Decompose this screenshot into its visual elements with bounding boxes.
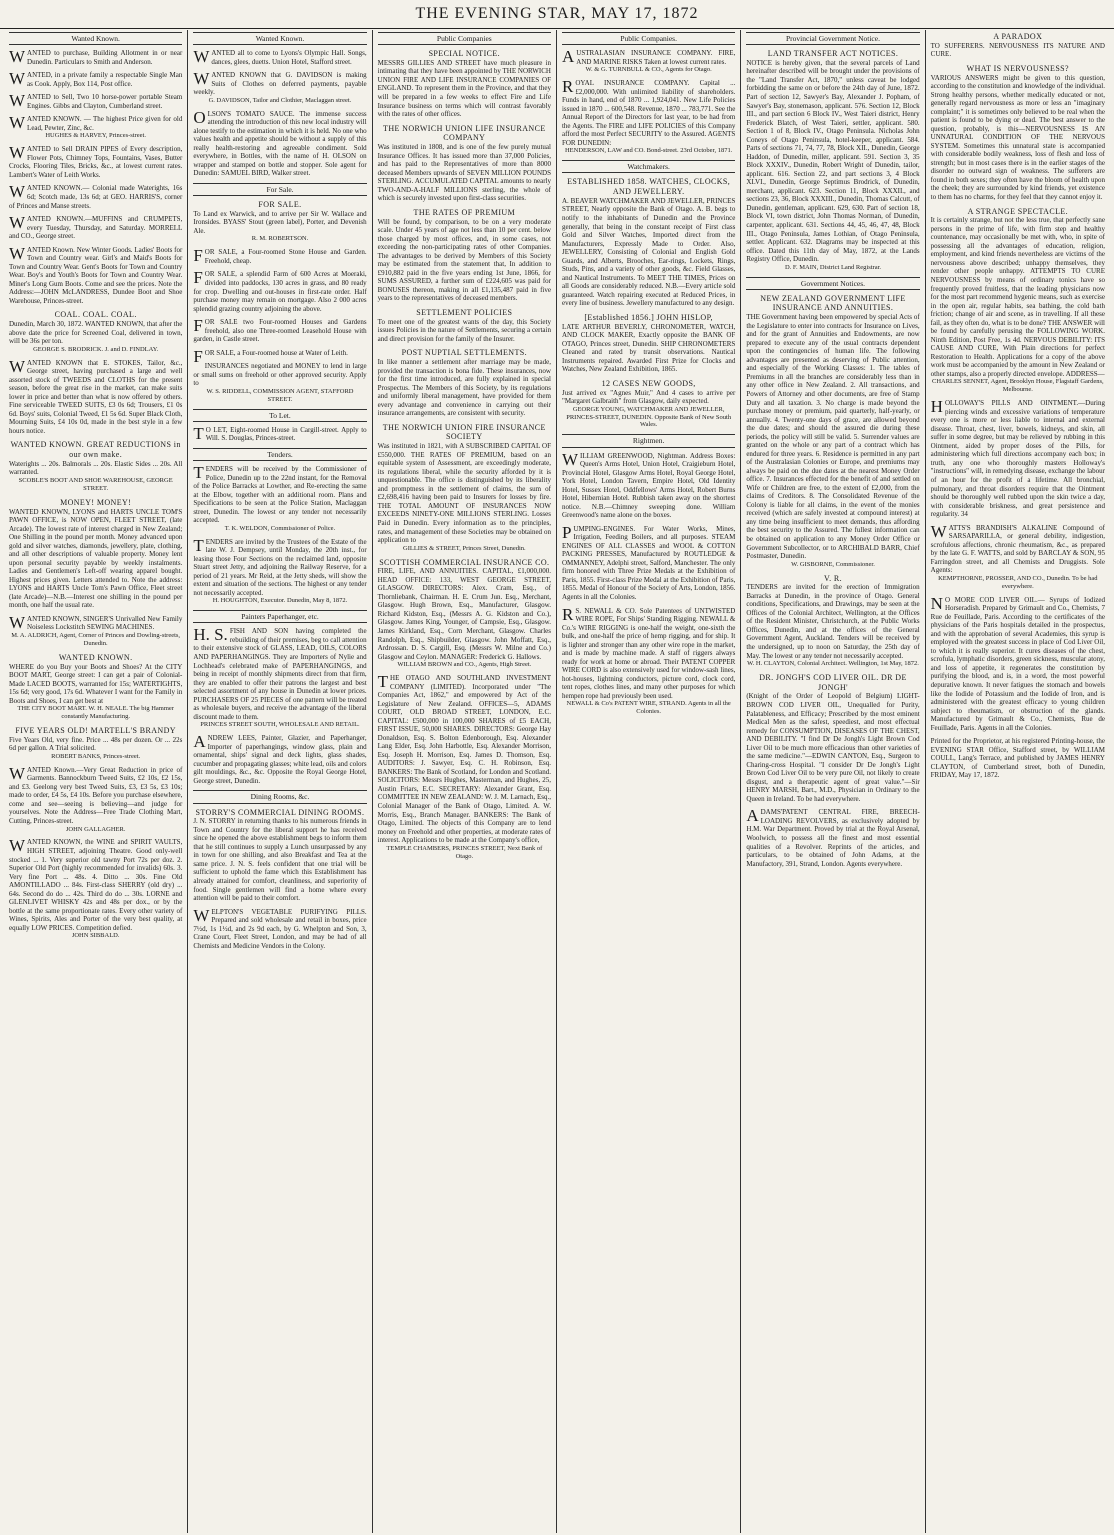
- ad-heading: FIVE YEARS OLD! MARTELL'S BRANDY: [15, 726, 176, 736]
- ad-text: ATTS'S BRANDISH'S ALKALINE Compound of SARSAPARILLA, or general debility, indigestion, scrofulous affections, chronic rheumatism, &c., as prepared by the late G. F. WATTS, and sold by BARCLAY & SON, 95 Farringdon street, and all Chemists and Druggists. Sole Agents:: [930, 523, 1105, 575]
- ad-body: [931, 737, 1105, 780]
- ad-signature: NEWALL & Co's PATENT WIRE, STRAND. Agents in all the Colonies.: [566, 700, 731, 716]
- ad-signature: GEORGE YOUNG, WATCHMAKER AND JEWELLER, PRINCES-STREET, DUNEDIN. Opposite Bank of New South Wales.: [566, 405, 732, 429]
- advertisement: [9, 145, 182, 179]
- section-heading: Dining Rooms, &c.: [193, 790, 366, 803]
- ad-heading: SCOTTISH COMMERCIAL INSURANCE CO.: [379, 557, 550, 567]
- ad-signature: W. S. RIDDELL, COMMISSION AGENT, STAFFORD STREET.: [206, 387, 354, 403]
- ad-heading: STORRY'S COMMERCIAL DINING ROOMS.: [195, 807, 365, 817]
- ad-body: [378, 358, 551, 418]
- drop-cap: W: [930, 521, 947, 541]
- drop-cap: T: [377, 672, 389, 692]
- column-4: [557, 30, 741, 1533]
- ad-text: ELPTON'S VEGETABLE PURIFYING PILLS. Prepared and sold wholesale and retail in boxes, price 7½d, 1s 1½d, and 2s 9d each, by G. Whelpton and Son, 3, Crane Court, Fleet Street, London, and may be had of all Chemists and Medicine Vendors in the Colony.: [193, 907, 367, 950]
- ad-signature: GEORGE S. BRODRICK. J. and D. FINDLAY.: [33, 345, 159, 353]
- ad-heading: WANTED KNOWN. GREAT REDUCTIONS in our own make.: [10, 440, 181, 460]
- drop-cap: W: [9, 612, 26, 632]
- advertisement: [9, 653, 182, 721]
- ad-signature: JOHN GALLAGHER.: [65, 825, 126, 833]
- ad-body: [9, 320, 182, 346]
- drop-cap: W: [193, 905, 210, 925]
- ad-body: [9, 93, 182, 110]
- ad-heading: THE NORWICH UNION FIRE INSURANCE SOCIETY: [382, 422, 546, 442]
- advertisement: [746, 808, 919, 868]
- ad-signature: THE CITY BOOT MART. W. H. NEALE. The big Hammer constantly Manufacturing.: [17, 705, 174, 721]
- ad-body: [9, 215, 182, 241]
- advertisement: [9, 440, 182, 492]
- ad-heading: MONEY! MONEY!: [60, 497, 132, 507]
- column-1: [4, 30, 188, 1533]
- ad-text: OYAL INSURANCE COMPANY. Capital ... £2,000,000. With unlimited liability of shareholders. Funds in hand, end of 1870 ... 1,924,041. New Life Policies issued in 1870 ... 600,548. Revenue, 1870 ... 783,771. See the Annual Report of the Directors for last year, to be had from the Agents. The FIRE and LIFE POLICIES of this Company afford the most Perfect SECURITY to the Assured. AGENTS FOR DUNEDIN:: [561, 79, 736, 147]
- ad-body: [9, 145, 182, 179]
- ad-signature: R. M. ROBERTSON.: [251, 235, 309, 243]
- advertisement: [9, 356, 183, 436]
- ad-text: ANTED to purchase, Building Allotment in or near Dunedin. Particulars to Smith and Anderson.: [27, 49, 183, 66]
- section-heading: Public Companies: [378, 32, 551, 45]
- ad-text: ANTED KNOWN, SINGER'S Unrivalled New Family Noiseless Lockstitch SEWING MACHINES.: [27, 614, 183, 632]
- drop-cap: W: [9, 47, 26, 67]
- ad-body: [193, 465, 366, 525]
- ad-body: [9, 612, 183, 632]
- ad-body: [193, 362, 366, 388]
- ad-body: [746, 313, 919, 560]
- ad-heading: POST NUPTIAL SETTLEMENTS.: [401, 348, 527, 358]
- advertisement: [378, 49, 551, 118]
- ad-text: ANTED KNOWN.—MUFFINS and CRUMPETS, every Tuesday, Thursday, and Saturday. MORRELL and CO., George street.: [9, 215, 183, 241]
- advertisement: [746, 574, 919, 668]
- ad-heading: 12 CASES NEW GOODS,: [601, 378, 696, 388]
- advertisement: [193, 905, 367, 951]
- ad-body: [193, 535, 367, 598]
- advertisement: [193, 346, 366, 366]
- advertisement: [193, 465, 366, 533]
- ad-text: ENDERS will be received by the Commissioner of Police, Dunedin up to the 22nd instant, for the Removal of the Police Barracks at Lowther, and Re-erecting the same at the Elbow, together with an additional room. Plans and Specifications to be seen at the Police Station, Maclaggan street, Dunedin. The lowest or any tender not necessarily accepted.: [193, 465, 367, 525]
- ad-body: [193, 423, 367, 443]
- ad-signature: PRINCES STREET SOUTH, WHOLESALE AND RETAIL.: [200, 721, 360, 729]
- ad-body: [9, 838, 182, 932]
- ad-body: [931, 216, 1105, 378]
- ad-body: [193, 49, 366, 66]
- drop-cap: H. S.: [193, 625, 228, 645]
- drop-cap: F: [193, 268, 203, 288]
- ad-body: [561, 449, 736, 520]
- ad-heading: THE RATES OF PREMIUM: [413, 207, 516, 217]
- ad-body: [9, 184, 182, 210]
- advertisement: [562, 79, 735, 155]
- ad-text: UMPING-ENGINES. For Water Works, Mines, Irrigation, Feeding Boilers, and all purposes. STEAM ENGINES OF ALL CLASSES and WOOL & COTTON PACKING PRESSES, Manufactured by ROUTLEDGE & OMMANNEY, Adelphi street, Salford, Manchester. The only firm honored with Three Prize Medals at the Exhibition of Paris, 1855. First-class Prize Medal at the Exhibition of Paris, 1855. Medal of Honour of the Society of Arts, London, 1856. Agents in all the Colonies.: [561, 524, 736, 601]
- ad-text: (Knight of the Order of Leopold of Belgium) LIGHT-BROWN COD LIVER OIL, Unequalled for Purity, Palatableness, and Efficacy; Prescribed by the most eminent Medical Men as the safest, speediest, and most effectual remedy for CONSUMPTION, DISEASES OF THE CHEST, AND DEBILITY. "I find Dr De Jongh's Light Brown Cod Liver Oil to be much more efficacious than other varieties of the same medicine."—EDWIN CANTON, Esq., Surgeon to Charing-cross Hospital. "I consider Dr De Jongh's Light Brown Cod Liver Oil to be very pure Oil, not likely to create disgust, and a therapeutic agent of great value."—Sir HENRY MARSH, Bart., M.D., Physician in Ordinary to the Queen in Ireland. To be had everywhere.: [746, 692, 920, 803]
- advertisement: [378, 208, 551, 303]
- drop-cap: W: [9, 836, 26, 856]
- ad-text: NDREW LEES, Painter, Glazier, and Paperhanger, Importer of paperhangings, window glass, plain and ornamental, ships' signal and deck lights, glass shades, cucumber and propagating glasses; white lead, oils and colors gilt mouldings, &c., &c. Opposite the Royal George Hotel, George street, Dunedin.: [193, 734, 367, 785]
- ad-text: FIRE, LIFE, AND ANNUITIES. CAPITAL, £1,000,000. HEAD OFFICE: 133, WEST GEORGE STREET, GLASGOW. DIRECTORS: Alex. Cram, Esq., of Thornliebank, Chairman. H. E. Crum Jun. Esq., Merchant, Glasgow. Hugh Brown, Esq., Manufacturer, Glasgow. Richard Kidston, Esq., (Messrs A. G. Kidston and Co.), Glasgow. James King, Younger, of Campsie, Esq., Glasgow. James Kirkland, Esq., Corn Merchant, Glasgow. Charles Randolph, Esq., Shipbuilder, Glasgow. John Moffatt, Esq., Ardrossan. D. S. Cargill, Esq. (Messrs W. Milne and Co.) Glasgow and Ceylon. MANAGER: Frederick G. Hallows.: [377, 567, 551, 661]
- ad-text: Five Years Old, very fine. Price ... 48s per dozen. Or ... 22s 6d per gallon. A Trial solicited.: [9, 735, 183, 753]
- advertisement: [930, 593, 1105, 733]
- ad-text: DAMS'PATENT CENTRAL FIRE, BREECH-LOADING REVOLVERS, as exclusively adopted by H.M. War Department. Proved by trial at the Royal Arsenal, Woolwich, to possess all the finest and most essential qualities of a Revolver. Reprints of the articles, and particulars, to be obtained of John Adams, at the Manufactory, 391, Strand, London. Agents everywhere.: [746, 808, 920, 868]
- ad-heading: WANTED KNOWN.: [58, 652, 133, 662]
- ad-heading: NEW ZEALAND GOVERNMENT LIFE INSURANCE AND ANNUITIES.: [760, 293, 906, 313]
- ad-text: OR SALE, a Four-roomed Stone House and Garden. Freehold, cheap.: [204, 248, 367, 265]
- ad-text: ANTED KNOWN. — The highest Price given for old Lead, Pewter, Zinc, &c.: [27, 115, 183, 132]
- ad-body: [930, 593, 1105, 733]
- ad-text: OR SALE, a Four-roomed house at Water of Leith.: [204, 348, 348, 357]
- ad-heading: ESTABLISHED 1858. WATCHES, CLOCKS, AND JEWELLERY.: [567, 177, 731, 197]
- ad-text: Dunedin, March 30, 1872. WANTED KNOWN, that after the above date the price for Screened Coal, delivered in town, will be 36s per ton.: [9, 320, 183, 346]
- ad-body: [746, 59, 919, 264]
- ad-body: [378, 442, 551, 544]
- advertisement: [746, 49, 919, 271]
- section-heading: For Sale.: [193, 183, 366, 196]
- ad-text: ANTED to Sell DRAIN PIPES of Every description, Flower Pots, Chimney Tops, Fountains, Vases, Butter Crocks, Flooring Tiles, Bricks, &c., at lowest current rates. Lambert's Water of Leith Works.: [9, 145, 183, 179]
- drop-cap: F: [193, 316, 203, 336]
- ad-text: In like manner a settlement after marriage may be made, provided the transaction is bona fide. These insurances, now for the first time introduced, are fully explained in special Prospectus. The Members of this Society, by its regulations and uniformly liberal management, have provided for them every advantage and convenience in carrying out their insurance arrangements, are consistent with security.: [377, 357, 551, 418]
- ad-signature: WILLIAM BROWN and CO., Agents, High Street.: [397, 661, 532, 669]
- ad-body: [193, 318, 366, 344]
- drop-cap: W: [9, 113, 26, 133]
- ad-body: [9, 115, 182, 132]
- ad-signature: CHARLES SENNET, Agent, Brooklyn House, Flagstaff Gardens, Melbourne.: [932, 378, 1104, 394]
- ad-signature: W. H. CLAYTON, Colonial Architect. Wellington, 1st May, 1872.: [747, 660, 919, 668]
- ad-signature: ROBERT BANKS, Princes-street.: [51, 752, 141, 760]
- drop-cap: T: [193, 463, 204, 482]
- ad-text: To meet one of the greatest wants of the day, this Society issues Policies in the nature of Settlements, securing a certain and direct provision for the family of the Insurer.: [377, 317, 551, 343]
- section-heading: Wanted Known.: [9, 32, 182, 45]
- advertisement: [9, 49, 182, 66]
- ad-text: ILLIAM GREENWOOD, Nightman. Address Boxes: Queen's Arms Hotel, Union Hotel, Craigieburn Hotel, Provincial Hotel, Glasgow Arms Hotel, Royal George Hotel, York Hotel, London Tavern, Empire Hotel, Old Identity Hotel, Sussex Hotel, Oddfellows' Arms Hotel, Robert Burns Hotel, Hibernian Hotel. Rubbish taken away on the shortest notice. N.B.—Chimney sweeping done. William Greenwood's name alone on the boxes.: [561, 451, 736, 520]
- advertisement: [193, 107, 367, 178]
- ad-heading: LAND TRANSFER ACT NOTICES.: [767, 49, 899, 59]
- advertisement: [562, 313, 735, 374]
- advertisement: [9, 115, 182, 140]
- ad-body: [561, 604, 736, 701]
- drop-cap: N: [930, 593, 943, 613]
- ad-text: Was instituted in 1808, and is one of the few purely mutual Insurance Offices. It has issued more than 37,000 Policies, and has paid to the Representatives of more than 8000 deceased Members upwards of SEVEN MILLION POUNDS STERLING. ACCUMULATED CAPITAL amounts to nearly TWO-AND-A-HALF MILLIONS sterling, the whole of which is securely invested upon first-class securities.: [377, 143, 551, 203]
- ad-text: Waterights ... 20s. Balmorals ... 20s. Elastic Sides ... 20s. All warranted.: [9, 459, 183, 477]
- ad-text: To Land ex Warwick, and to arrive per Sir W. Wallace and Ironsides. BYASS' Stout (green label), Porter, and Devenish Ale.: [193, 209, 367, 235]
- ad-body: [378, 218, 551, 303]
- drop-cap: T: [193, 535, 204, 555]
- ad-heading: COAL. COAL. COAL.: [54, 310, 137, 320]
- advertisement: [193, 318, 366, 344]
- advertisement: [193, 200, 366, 243]
- advertisement: [931, 399, 1105, 518]
- advertisement: [9, 71, 182, 88]
- drop-cap: F: [193, 346, 203, 366]
- advertisement: [561, 449, 736, 520]
- ad-body: [193, 210, 366, 236]
- drop-cap: W: [193, 69, 210, 89]
- ad-body: [562, 49, 735, 66]
- advertisement: [562, 177, 735, 307]
- advertisement: [193, 362, 366, 403]
- advertisement: [193, 627, 366, 729]
- ad-text: ANTED, in a private family a respectable Single Man as Cook. Apply, Box 114, Post office.: [27, 71, 183, 88]
- drop-cap: W: [561, 449, 579, 469]
- ad-signature: W. & G. TURNBULL & CO., Agents for Otago.: [585, 66, 712, 74]
- ad-heading: [Established 1856.] JOHN HISLOP,: [584, 312, 713, 322]
- ad-body: [193, 734, 366, 785]
- drop-cap: W: [9, 763, 26, 783]
- advertisement: [193, 71, 366, 105]
- ad-text: A. BEAVER WATCHMAKER AND JEWELLER, PRINCES STREET, Nearly opposite the Bank of Otago. A. B. begs to notify to the inhabitants of Dunedin and the Province generally, that being in the constant receipt of First class Gold and Silver Watches, Imported direct from the Manufacturers, Expressly Made to Order. Also, JEWELLERY, Consisting of Colonial and English Gold Guards, and Alberts, Brooches, Ear-rings, Lockets, Rings, Studs, Pins, and a variety of other goods, &c. Field Glasses, and Nautical Instruments. To MEET THE TIMES, Prices on all Goods are considerably reduced. N.B.—Every article sold guaranteed. Watch repairing executed at Reduced Prices, in every line of business. Jewellery manufactured to any design.: [561, 196, 736, 308]
- ad-signature: T. K. WELDON, Commissioner of Police.: [224, 524, 336, 532]
- advertisement: [193, 734, 366, 785]
- ad-signature: HENDERSON, LAW and CO. Bond-street. 23rd October, 1871.: [564, 147, 733, 155]
- ad-signature: W. GISBORNE, Commissioner.: [791, 560, 875, 568]
- ad-text: HE OTAGO AND SOUTHLAND INVESTMENT COMPANY (LIMITED). Incorporated under "The Companies Act, 1862," and empowered by Act of the Legislature of New Zealand. OFFICES—5, ADAMS COURT, OLD BROAD STREET, LONDON, E.C. CAPITAL: £500,000 in 100,000 SHARES of £5 EACH, FIRST ISSUE, 50,000 SHARES. DIRECTORS: George Hay Donaldson, Esq. S. Bolton Edenborough, Esq. Alexander Lang Elder, Esq. John Harbottle, Esq. Alexander Morrison, Esq. Joseph H. Morrison, Esq. James D. Thomson, Esq. AUDITORS: J. Sawyer, Esq. C. H. Robinson, Esq. BANKERS: The Bank of Scotland, for London and Scotland. SOLICITORS: Messrs Hughes, Masterman, and Hughes, 25, Austin Friars, E.C. SECRETARY: Alexander Grant, Esq. COMMITTEE IN NEW ZEALAND: W. J. M. Larnach, Esq., Colonial Manager of the Bank of Otago, Limited. A. W. Morris, Esq., Branch Manager. BANKERS: The Bank of Otago, Limited. The objects of this Company are to lend money on Freehold and other properties, at moderate rates of interest. Applications to be made at the Company's office,: [377, 674, 551, 845]
- drop-cap: W: [9, 69, 26, 89]
- ad-text: Was instituted in 1821, with A SUBSCRIBED CAPITAL OF £550,000. THE RATES OF PREMIUM, based on an equitable system of Assessment, are exceedingly moderate, its regulations liberal, while the security afforded by it is unquestionable. The office is distinguished by its liberality and promptness in the settlement of claims, the sum of £2,698,416 having been paid to Insurers for losses by fire. THE TOTAL AMOUNT OF INSURANCES NOW EXCEEDS NINETY-ONE MILLIONS STERLING. Losses Paid in Dunedin. Every information as to the principles, rates, and management of these Societies may be obtained on application to: [377, 442, 551, 545]
- ad-signature: M. A. ALDRICH, Agent, Corner of Princes and Dowling-streets, Dunedin.: [11, 631, 181, 647]
- ad-text: LATE ARTHUR BEVERLY, CHRONOMETER, WATCH, AND CLOCK MAKER, Exactly opposite the BANK OF OTAGO, Princes street, Dunedin. SHIP CHRONOMETERS Cleaned and rated by transit observations. Nautical Instruments repaired. Awarded First Prize for Clocks and Watches, New Zealand Exhibition, 1865.: [561, 322, 736, 374]
- ad-signature: H. HOUGHTON, Executor. Dunedin, May 8, 1872.: [212, 597, 348, 605]
- ad-heading: THE NORWICH UNION LIFE INSURANCE COMPANY: [383, 123, 546, 143]
- ad-body: [9, 736, 182, 753]
- advertisement: [378, 558, 551, 670]
- advertisement: [378, 308, 551, 343]
- ad-body: [193, 270, 366, 313]
- drop-cap: W: [9, 213, 26, 233]
- ad-body: [193, 71, 366, 97]
- ad-body: [9, 663, 182, 706]
- ad-text: OR SALE two Four-roomed Houses and Gardens freehold, also one Three-roomed Leasehold House with garden, in Castle street.: [193, 318, 367, 344]
- section-heading: Watchmakers.: [562, 160, 735, 173]
- ad-body: [193, 107, 367, 178]
- advertisement: [378, 674, 551, 860]
- ad-heading: V. R.: [823, 573, 843, 583]
- advertisement: [9, 838, 182, 940]
- section-heading: Government Notices.: [746, 277, 919, 290]
- drop-cap: W: [9, 143, 26, 163]
- advertisement: [746, 673, 919, 803]
- drop-cap: A: [193, 732, 206, 752]
- advertisement: [9, 726, 182, 761]
- ad-text: Will be found, by comparison, to be on a very moderate scale. Under 45 years of age not less than 10 per cent. below those charged by most offices, and, in some cases, not exceeding the non-participating rates of other Companies. The advantages to be derived by Members of this Society may be estimated from the statement that, In addition to £910,882 paid in the five years ending 1st June, 1866, for SUMS ASSURED, a further sum of £224,605 was paid for BONUSES thereon, making in all £1,135,487 paid in five years to the representatives of deceased members.: [377, 217, 551, 303]
- ad-body: [746, 692, 919, 803]
- advertisement: [746, 294, 919, 569]
- advertisement: [193, 270, 366, 313]
- ad-text: It is certainly strange, but not the less true, that perfectly sane persons in the prime of life, with firm step and healthy countenance, may occasionally be met with, who, in spite of possessing all the advantages of education, religion, employment, and kind friends nevertheless are victims of the nervousness above described; unhappy themselves, they render other people unhappy. ATTEMPTS TO CURE NERVOUSNESS by means of ordinary tonics have so frequently proved fruitless, that the leading physicians now for the most part recommend hygenic means, such as exercise in the open air, regular habits, sea bathing, the cold bath friction; change of air and scene, as in travelling. If all these fail, as they often do, what is to be done? THE ANSWER will be found by carefully perusing the FOLLOWING WORK. Ninth Edition, Post Free, 1s 4d. NERVOUS DEBILITY: ITS CAUSE AND CURE, With Plain directions for perfect Restoration to Health. Applications for a copy of the above work must be accompanied by the amount in New Zealand or other stamps, also a properly directed envelope. ADDRESS—: [930, 216, 1105, 378]
- advertisement: [9, 310, 182, 353]
- ad-text: FISH AND SON having completed the rebuilding of their premises, beg to call attention to their extensive stock of GLASS, LEAD, OILS, COLORS AND PAPERHANGINGS. They are Importers of Nylie and Lochhead's celebrated make of PAPERHANGINGS, and being in receipt of monthly shipments direct from that firm, they are enabled to offer their patrons the largest and best selected assortment of any house in Dunedin at lower prices. PURCHASERS OF 25 PIECES of one pattern will be treated as wholesale buyers, and receive the advantage of the liberal discount made to them.: [193, 627, 367, 721]
- ad-text: ENDERS are invited by the Trustees of the Estate of the late W. J. Dempsey, until Monday, the 20th inst., for leasing those Four Sections on the reclaimed land, opposite Stuart street Jetty, and adjoining the Railway Reserve, for a period of 21 years. Mr Reid, at the Jetty sheds, will show the extent and situation of the sections. The highest or any tender not necessarily accepted.: [193, 537, 367, 597]
- advertisement: [561, 522, 736, 602]
- ad-text: WANTED KNOWN, LYONS and HARTS UNCLE TOM'S PAWN OFFICE, is NOW OPEN, FLEET STREET, (late Arcade). The lowest rate of interest charged in New Zealand; One Shilling in the pound per month. Money advanced upon gold and silver watches, diamonds, jewellery, plate, clothing, and all other descriptions of valuable property. Money lent upon personal security payable by weekly instalments. Ladies and Gentlemen's Left-off wearing apparel bought. Highest prices given. Letters attended to. Note the address: LYONS and HARTS Uncle Tom's Pawn Office, Fleet street (late Arcade)—N.B.—Interest one shilling in the pound per month, one half the usual rate.: [9, 507, 183, 610]
- ad-body: [9, 71, 182, 88]
- drop-cap: W: [9, 356, 26, 376]
- drop-cap: A: [746, 806, 759, 826]
- ad-heading: A PARADOX: [993, 32, 1043, 41]
- ad-body: [193, 248, 366, 265]
- advertisement: [9, 498, 182, 610]
- ad-text: ANTED Known. New Winter Goods. Ladies' Boots for Town and Country wear. Girl's and Maid's Boots for Town and Country Wear. Gent's Boots for Town and Country Wear. Boy's and Youth's Boots for Town and Country Wear. Miner's Long Gum Boots. Come and see the prices. Note the Address:—JOHN McLANDRESS, Dundee Boot and Shoe Warehouse, Princes-street.: [9, 245, 183, 305]
- advertisement: [562, 379, 735, 430]
- advertisement: [561, 604, 736, 717]
- drop-cap: A: [561, 47, 575, 67]
- ad-text: LSON'S TOMATO SAUCE. The immense success attending the introduction of this new local industry will alone testify to the estimation in which it is held. No one who values health and appetite should be without a supply of this really health-restoring and agreeable condiment. Sold everywhere, in Bottles, with the name of H. OLSON on wrapper and stamped on bottle and stopper. Sole agent for Dunedin: SAMUEL BIRD, Walker street.: [193, 109, 367, 178]
- ad-signature: D. F. MAIN, District Land Registrar.: [784, 263, 882, 271]
- ad-heading: SPECIAL NOTICE.: [428, 49, 501, 59]
- advertisement: [378, 423, 551, 553]
- ad-body: [9, 356, 183, 436]
- column-5: [741, 30, 925, 1533]
- ad-body: [9, 460, 182, 477]
- advertisement: [930, 521, 1105, 591]
- ad-body: [378, 143, 551, 203]
- drop-cap: T: [193, 423, 204, 443]
- section-heading: Rightmen.: [562, 434, 735, 447]
- ad-text: ANTED Known.—Very Great Reduction in price of Garments. Bannockburn Tweed Suits, £2 10s, £2 15s, and £3. Geelong very best Tweed Suits, £3, £3 5s, £3 10s; made to order, £4 5s, £4 10s. Before you purchase elsewhere, come and see—seeing is believing—and judge for yourselves. Note the Address—Free Trade Clothing Mart, Cutting, Princes-street.: [9, 765, 183, 825]
- ad-text: MESSRS GILLIES AND STREET have much pleasure in intimating that they have been appointed by THE NORWICH UNION FIRE AND LIFE INSURANCE COMPANIES OF ENGLAND. To represent them in the Province, and that they will be prepared in a few weeks to effect Fire and Life Insurance business on terms which will contrast favorably with the rates of other offices.: [377, 58, 551, 119]
- ad-text: O MORE COD LIVER OIL.— Syrups of Iodized Horseradish. Prepared by Grimault and Co., Chemists, 7 Rue de Feuillade, Paris. According to the certificates of the physicians of the Paris hospitals detailed in the prospectus, and with the approbation of several Academies, this syrup is employed with the greatest success in place of Cod Liver Oil, to which it is really superior. It cures diseases of the chest, scrofula, lymphatic disorders, green sickness, muscular atony, and loss of appetite, it regenerates the constitution by purifying the blood, and is, in a word, the most powerful depurative known. It never fatigues the stomach and bowels like the Iodide of Potassium and the Iodide of Iron, and is administered with the greatest efficacy to young children subject to rheumatism, or obstruction of the glands. Manufactured by Grimault & Co., Chemists, Rue de Feuillade, Paris. Agents in all the Colonies.: [930, 595, 1105, 732]
- column-6: [926, 30, 1110, 1533]
- ad-body: [193, 905, 367, 951]
- advertisement: [931, 32, 1105, 59]
- ad-signature: SCOBLE'S BOOT AND SHOE WAREHOUSE, GEORGE STREET.: [18, 476, 173, 492]
- advertisement: [9, 612, 183, 648]
- ad-body: [378, 318, 551, 344]
- ad-text: ANTED KNOWN.— Colonial made Waterights, 16s 6d; Scotch made, 13s 6d; at GEO. HARRIS'S, corner of Princes and Manse streets.: [9, 184, 183, 210]
- ad-body: [746, 583, 919, 660]
- section-heading: To Let.: [193, 409, 366, 422]
- column-2: [188, 30, 372, 1533]
- advertisement: [931, 737, 1105, 780]
- drop-cap: H: [930, 397, 943, 417]
- advertisement: [931, 64, 1105, 202]
- ad-text: ANTED KNOWN that E. STOKES, Tailor, &c., George street, having purchased a large and well assorted stock of TWEEDS and CLOTHS for the present season, before the great rise in the market, can make suits lower in price and better than what is now offered by others. Fine serviceable TWEED SUITS, £3 0s 6d; Trousers, £1 0s 6d. Boys' suits, Colonial Tweed, £1 5s 6d. Super Black Cloth, Mourning Suits, £4 10s 0d, made in the best style in a few hours notice.: [9, 358, 183, 435]
- ad-signature: KEMPTHORNE, PROSSER, AND CO., Dunedin. To be had everywhere.: [938, 574, 1098, 590]
- ad-signature: TEMPLE CHAMBERS, PRINCES STREET, Next Bank of Otago.: [386, 844, 543, 860]
- ad-signature: GILLIES & STREET, Princes Street, Dunedin.: [403, 544, 526, 552]
- ad-text: OLLOWAY'S PILLS AND OINTMENT.—During piercing winds and excessive variations of temperature every one is more or less liable to internal and external disease. Throat, chest, liver, bowels, kidneys, and skin, all suffer in some degree, but may be relieved by rubbing in this Ointment, aided by proper doses of the Pills, for administering which full directions accompany each box; in truth, any one who thoroughly masters Holloway's "instructions" will, in remedying disease, exchange the labour of an hour for the profit of a lifetime. All bronchial, pulmonary, and throat disorders require that the Ointment should be thoroughly well rubbed upon the skin twice a day, with considerable briskness, and great persistence and regularity. 34: [930, 399, 1105, 519]
- ad-text: OR SALE, a splendid Farm of 600 Acres at Moeraki, divided into paddocks, 130 acres in grass, and 80 ready for crop. Dwelling and out-houses in first-rate order. Half purchase money may remain on mortgage. Also 2 000 acres splendid grazing country adjoining the above.: [193, 270, 367, 313]
- ad-body: [746, 808, 919, 868]
- drop-cap: F: [193, 246, 203, 266]
- advertisement: [9, 243, 183, 306]
- ad-text: ANTED KNOWN that G. DAVIDSON is making Suits of Clothes on deferred payments, payable weekly.: [193, 71, 367, 97]
- ad-text: INSURANCES negotiated and MONEY to lend in large or small sums on freehold or other approved security. Apply to: [193, 362, 367, 388]
- ad-heading: FOR SALE.: [258, 200, 302, 210]
- ad-body: [9, 508, 182, 610]
- ad-text: ANTED to Sell, Two 10 horse-power portable Steam Engines. Gibbs and Clayton, Cumberland street.: [27, 93, 183, 110]
- advertisement: [9, 763, 183, 834]
- ad-body: [562, 197, 735, 308]
- ad-body: [378, 59, 551, 119]
- ad-heading: SETTLEMENT POLICIES: [416, 307, 513, 317]
- ad-text: Just arrived ex "Agnes Muir," And 4 cases to arrive per "Margaret Galbraith" from Glasgow, daily expected.: [561, 388, 736, 406]
- ad-body: [193, 817, 366, 902]
- masthead: THE EVENING STAR, MAY 17, 1872: [0, 0, 1114, 29]
- advertisement: [9, 93, 182, 110]
- drop-cap: R: [561, 77, 574, 97]
- section-heading: Wanted Known.: [193, 32, 366, 45]
- section-heading: Public Companies.: [562, 32, 735, 45]
- ad-signature: HUGHES & HARVEY, Princes-street.: [45, 132, 146, 140]
- drop-cap: O: [193, 107, 206, 127]
- ad-text: WHERE do you Buy your Boots and Shoes? At the CITY BOOT MART, George street: I can get a pair of Colonial-Made LACED BOOTS, warranted for 15s; WATERTIGHTS, 15s 6d; very good, 17s 6d. Whatever I want for the Family in Boots and Shoes, I can get best at: [9, 662, 183, 705]
- ad-text: TENDERS are invited for the erection of Immigration Barracks at Dunedin, in the province of Otago. General conditions, Specifications, and Drawings, may be seen at the Offices of the Colonial Architect, Wellington, at the Offices of the Resident Minister, Christchurch, at the Public Works Offices, Dunedin, and at the offices of the General Government Agent, Auckland. Tenders will be received by the undersigned, up to noon on Saturday, the 25th day of May. The lowest or any tender not necessarily accepted.: [746, 583, 920, 660]
- ad-body: [9, 49, 182, 66]
- ad-body: [931, 42, 1105, 59]
- ad-body: [193, 627, 366, 721]
- ad-body: [931, 399, 1105, 518]
- ad-signature: G. DAVIDSON, Tailor and Clothier, Maclaggan street.: [208, 96, 352, 104]
- advertisement: [9, 184, 182, 210]
- ad-body: [378, 567, 551, 661]
- ad-body: [562, 79, 735, 147]
- advertisement: [193, 248, 366, 265]
- ad-body: [9, 243, 183, 306]
- advertisement: [9, 215, 182, 241]
- advertisement: [193, 535, 367, 606]
- ad-body: [930, 521, 1105, 575]
- ad-text: J. N. STORRY in returning thanks to his numerous friends in Town and Country for the liberal support he has received since he opened the above establishment begs to inform them that he still continues to supply a Lunch unsurpassed by any in town for one shilling, and also Breakfast and Tea at the same price. J. N. S. feels confident that one trial will be sufficient to uphold the fame which this Establishment has already attained for comfort, cleanliness, and superiority of food. Single gentlemen will find a home where every attention will be paid to their comfort.: [193, 817, 367, 903]
- ad-body: [562, 323, 735, 374]
- ad-heading: A STRANGE SPECTACLE.: [967, 206, 1069, 216]
- drop-cap: P: [561, 522, 572, 542]
- ad-body: [9, 763, 183, 826]
- drop-cap: W: [9, 182, 26, 202]
- ad-body: [562, 389, 735, 406]
- ad-signature: JOHN SIBBALD.: [71, 932, 120, 940]
- ad-body: [561, 522, 736, 602]
- column-3: [373, 30, 557, 1533]
- ad-body: [931, 74, 1105, 202]
- ad-heading: DR. JONGH'S COD LIVER OIL. DR DE JONGH': [759, 672, 907, 692]
- drop-cap: W: [9, 91, 26, 111]
- ad-text: O LET, Eight-roomed House in Cargill-street. Apply to Will. S. Douglas, Princes-street.: [205, 425, 367, 443]
- ad-text: USTRALASIAN INSURANCE COMPANY. FIRE, AND MARINE RISKS Taken at lowest current rates.: [576, 49, 736, 66]
- ad-text: S. NEWALL & CO. Sole Patentees of UNTWISTED WIRE ROPE, For Ships' Standing Rigging. NEWALL & Co.'s WIRE RIGGING is one-half the weight, one-sixth the bulk, and one-half the price of hemp rigging, and for ship. It is lighter and stronger than any other wire rope in the market, and is made by machine made. A staff of riggers always ready for work at home or abroad. Their PATENT COPPER WIRE CORD is also extensively used for window-sash lines, hot-houses, lightning conductors, picture cord, clock cord, tent ropes, clothes lines, and many other purposes for which hempen rope had previously been used.: [561, 606, 736, 700]
- section-heading: Provincial Government Notice.: [746, 32, 919, 45]
- drop-cap: R: [561, 604, 574, 624]
- ad-body: [378, 674, 551, 845]
- drop-cap: W: [193, 47, 210, 67]
- advertisement: [931, 207, 1105, 395]
- advertisement: [562, 49, 735, 74]
- drop-cap: W: [9, 243, 26, 263]
- ad-text: ANTED KNOWN, the WINE and SPIRIT VAULTS, HIGH STREET, adjoining Theatre. Good only-well stocked ... 1. Very superior old tawny Port 72s per doz. 2. Superior Old Port (highly recommended for invalids) 60s. 3. Very fine Port ... 48s. 4. Ditto ... 30s. Fine Old AMONTILLADO ... 84s. First-class SHERRY (old dry) ... 64s. Second do do ... 42s. Third do do ... 30s. LORNE and GLENLIVET WHISKY 42s and 48s per dox., or by the bottle at the same proportionate rates. Every other variety of Wines, Spirits, Ales and Porter of the very best quality, at equally LOW PRICES. Competition defied.: [9, 838, 183, 932]
- section-heading: Painters Paperhanger, etc.: [193, 610, 366, 623]
- ad-text: ANTED all to come to Lyons's Olympic Hall. Songs, dances, glees, duetts. Union Hotel, Stafford street.: [211, 49, 367, 66]
- columns-container: [4, 30, 1110, 1533]
- advertisement: [378, 348, 551, 417]
- ad-text: TO SUFFERERS. NERVOUSNESS ITS NATURE AND CURE.: [930, 41, 1105, 59]
- ad-text: THE Government having been empowered by special Acts of the Legislature to enter into contracts for Insurance on Lives, and for the grant of Annuities and Endowments, are now prepared to execute any of the usual contracts dependent upon the contingencies of human life. The following advantages are presented as deserving of Public attention, and especially of the Working Classes: 1. The tables of Premiums in all the branches are considerably less than in any other office in New Zealand. 2. All transactions, and Powers of Attorney and other documents, are free of Stamp Duty and all taxation. 3. No charge is made beyond the purchase money or premium, paid quarterly, half-yearly, or annually. 4. Twenty-one days of grace, are allowed beyond the due dates; and should the assured die during these periods, the policy will still be valid. 5. Surrender values are granted on the whole or any part of a contract which has endured for three years. 6. Residence is permitted in any part of the Australasian Colonies or Europe, and premiums may always be paid on the due dates at the nearest Money Order office. 7. Insurances effected for the benefit of and settled on Wife or Children are free, to the extent of £2,000, from the claims of Creditors. 8. The Consolidated Revenue of the Colony is liable for all claims, in the event of the monies received (which are safely invested at compound interest) at any time being insufficient to meet demands, thus affording the best security to the Assured. The fullest information can be obtained on application to any Money Order Office or Government Subcollector, or to ARCHIBALD BARR, Chief Postmaster, Dunedin.: [746, 313, 920, 561]
- ad-heading: WHAT IS NERVOUSNESS?: [966, 63, 1069, 73]
- ad-text: VARIOUS ANSWERS might be given to this question, according to the constitution and knowledge of the individual. Strong healthy persons, whether medically educated or not, generally regard nervousness as more or less an "imaginary complaint;" it is sometimes only believed to be real when the patient is found to be dying or dead. The best answer to the question, probably, is this—NERVOUSNESS IS AN UNNATURAL CONDITION OF THE NERVOUS SYSTEM. Sometimes this unnatural state is accompanied with considerable bodily weakness, loss of flesh and loss of strength; but in most cases there is in the earlier stages of the disorder no outward sign of weakness. The sufferers are found in both sexes; they often have the bloom of health upon the cheek; they are surrounded by kind friends, yet existence to them has no charms, for they feel that they cannot enjoy it.: [930, 73, 1105, 201]
- section-heading: Tenders.: [193, 448, 366, 461]
- ad-text: Printed for the Proprietor, at his registered Printing-house, the EVENING STAR Office, Stafford street, by WILLIAM COULL, Lang's Terrace, and published by JAMES HENRY CLAYTON, of Cumberland street, both of Dunedin, FRIDAY, May 17, 1872.: [930, 737, 1105, 780]
- ad-body: [193, 346, 366, 366]
- advertisement: [193, 423, 367, 443]
- advertisement: [193, 808, 366, 903]
- ad-text: NOTICE is hereby given, that the several parcels of Land hereinafter described will be brought under the provisions of the "Land Transfer Act, 1870," unless caveat be lodged forbidding the same on or before the 24th day of June, 1872. Part of section 12, Sawyer's Bay, Alexander J. Popham, of Sawyer's Bay, stonemason, applicant. 576. Section 12, Block III., and part section 6 Block IV., West Taieri district, Henry Frederick Blatch, of West Taieri, settler, applicant. 580. Section 1 of 8, Block IV., Otago Peninsula. Nicholas John Coneys of Otago Peninsula, hotel-keeper, applicant. 584. Parts of sections 71, 74, 77, 78, Block XII., Dunedin, George Haddon, of Dunedin, miller, applicant. 591. Section 3, 35 Block XXXIV., Dunedin, Robert Wright of Dunedin, tailor, applicant. 616. Section 22, and part sections 3, 4 Block XLVI., Dunedin, George Septimus Brodrick, of Dunedin, merchant, applicant. 623. Section 11, Block XXXII., and sections 23, 36, Block XXXIII., Dunedin, Thomas Calcutt, of Dunedin, gentleman, applicant. 629, 630. Part of section 18, Block VI, town district, John Thomas Norman, of Dunedin, carpenter, applicant. 631. Sections 44, 45, 46, 47, 48, Block III., Otago Peninsula, James Lothian, of Otago Peninsula, settler. Applicant. 632. Diagrams may be inspected at this office. Dated this 11th day of May, 1872, at the Lands Registry Office, Dunedin.: [746, 58, 920, 264]
- advertisement: [193, 49, 366, 66]
- advertisement: [378, 124, 551, 203]
